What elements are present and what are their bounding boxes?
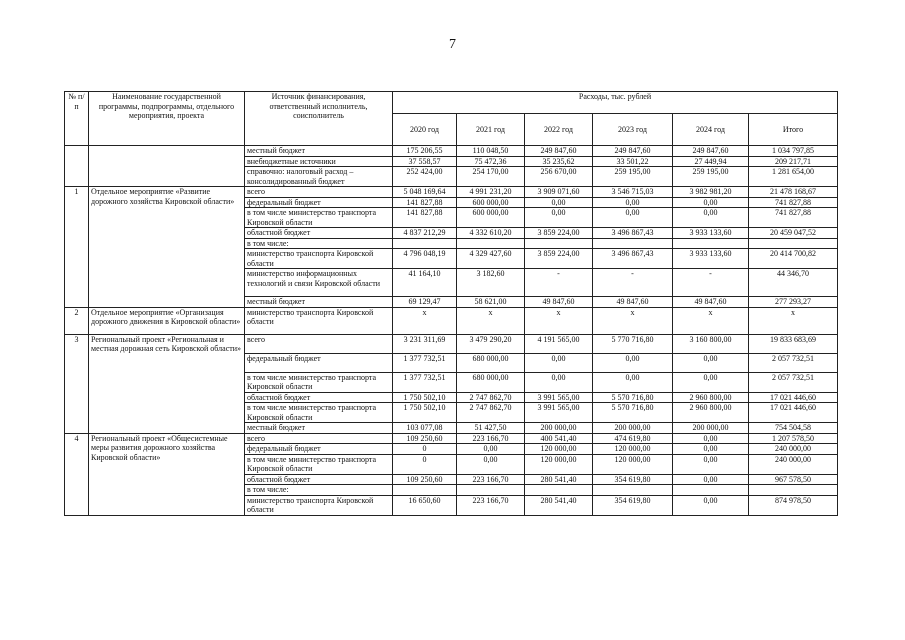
year-value: 4 796 048,19: [393, 249, 457, 269]
year-value: 223 166,70: [457, 495, 525, 515]
year-value: 51 427,50: [457, 423, 525, 434]
year-value: 75 472,36: [457, 156, 525, 167]
header-name: Наименование государственной программы, подпрограммы, отдельного мероприятия, проекта: [89, 92, 245, 146]
year-value: [593, 485, 673, 496]
year-value: 35 235,62: [525, 156, 593, 167]
funding-source: областной бюджет: [245, 392, 393, 403]
total-value: 17 021 446,60: [749, 403, 838, 423]
total-value: 240 000,00: [749, 454, 838, 474]
header-year-2022: 2022 год: [525, 114, 593, 146]
year-value: 354 619,80: [593, 474, 673, 485]
total-value: 209 217,71: [749, 156, 838, 167]
year-value: 3 479 290,20: [457, 334, 525, 353]
funding-source: министерство транспорта Кировской области: [245, 495, 393, 515]
year-value: 3 859 224,00: [525, 228, 593, 239]
total-value: 741 827,88: [749, 208, 838, 228]
funding-source: местный бюджет: [245, 146, 393, 157]
year-value: 58 621,00: [457, 297, 525, 308]
funding-source: местный бюджет: [245, 423, 393, 434]
year-value: 0,00: [593, 353, 673, 372]
funding-source: в том числе:: [245, 485, 393, 496]
item-name: Отдельное мероприятие «Организация дорожного движения в Кировской области»: [89, 307, 245, 334]
year-value: х: [457, 307, 525, 334]
table-row: [65, 187, 838, 198]
funding-source: областной бюджет: [245, 228, 393, 239]
header-year-2020: 2020 год: [393, 114, 457, 146]
item-name: Региональный проект «Региональная и местная дорожная сеть Кировской области»: [89, 334, 245, 433]
total-value: 240 000,00: [749, 444, 838, 455]
year-value: 259 195,00: [593, 167, 673, 187]
funding-source: министерство транспорта Кировской области: [245, 249, 393, 269]
header-year-2024: 2024 год: [673, 114, 749, 146]
total-value: 277 293,27: [749, 297, 838, 308]
year-value: [525, 238, 593, 249]
total-value: х: [749, 307, 838, 334]
total-value: 21 478 168,67: [749, 187, 838, 198]
year-value: 3 991 565,00: [525, 392, 593, 403]
total-value: 741 827,88: [749, 197, 838, 208]
year-value: 33 501,22: [593, 156, 673, 167]
funding-source: министерство информационных технологий и связи Кировской области: [245, 269, 393, 297]
year-value: 0,00: [673, 444, 749, 455]
total-value: 19 833 683,69: [749, 334, 838, 353]
header-year-2021: 2021 год: [457, 114, 525, 146]
year-value: 3 933 133,60: [673, 228, 749, 239]
year-value: [393, 238, 457, 249]
header-number: № п/п: [65, 92, 89, 146]
year-value: 2 960 800,00: [673, 403, 749, 423]
year-value: 3 982 981,20: [673, 187, 749, 198]
year-value: х: [673, 307, 749, 334]
total-value: 1 281 654,00: [749, 167, 838, 187]
year-value: 41 164,10: [393, 269, 457, 297]
year-value: х: [525, 307, 593, 334]
year-value: 1 750 502,10: [393, 403, 457, 423]
table-row: [65, 334, 838, 353]
year-value: 3 231 311,69: [393, 334, 457, 353]
year-value: 280 541,40: [525, 495, 593, 515]
funding-source: федеральный бюджет: [245, 444, 393, 455]
row-number: 2: [65, 307, 89, 334]
year-value: 259 195,00: [673, 167, 749, 187]
funding-source: местный бюджет: [245, 297, 393, 308]
funding-source: в том числе министерство транспорта Кировской области: [245, 372, 393, 392]
year-value: [525, 485, 593, 496]
year-value: 0,00: [593, 197, 673, 208]
year-value: 37 558,57: [393, 156, 457, 167]
year-value: 0,00: [525, 208, 593, 228]
total-value: 20 459 047,52: [749, 228, 838, 239]
funding-source: всего: [245, 187, 393, 198]
year-value: [393, 485, 457, 496]
year-value: 5 570 716,80: [593, 392, 673, 403]
total-value: 17 021 446,60: [749, 392, 838, 403]
year-value: 103 077,08: [393, 423, 457, 434]
table-row: [65, 433, 838, 444]
year-value: 249 847,60: [673, 146, 749, 157]
table-row: [65, 146, 838, 157]
total-value: 44 346,70: [749, 269, 838, 297]
funding-source: всего: [245, 433, 393, 444]
year-value: х: [393, 307, 457, 334]
total-value: 2 057 732,51: [749, 372, 838, 392]
year-value: 0,00: [525, 197, 593, 208]
year-value: 0,00: [525, 353, 593, 372]
year-value: 0,00: [673, 495, 749, 515]
funding-source: в том числе министерство транспорта Кировской области: [245, 208, 393, 228]
year-value: 2 747 862,70: [457, 392, 525, 403]
year-value: 27 449,94: [673, 156, 749, 167]
total-value: 2 057 732,51: [749, 353, 838, 372]
year-value: 0: [393, 454, 457, 474]
total-value: 874 978,50: [749, 495, 838, 515]
year-value: 49 847,60: [525, 297, 593, 308]
year-value: 0,00: [457, 454, 525, 474]
year-value: 3 182,60: [457, 269, 525, 297]
year-value: 120 000,00: [593, 454, 673, 474]
year-value: 1 377 732,51: [393, 372, 457, 392]
year-value: 256 670,00: [525, 167, 593, 187]
budget-table: [64, 91, 838, 516]
year-value: 3 859 224,00: [525, 249, 593, 269]
year-value: 3 496 867,43: [593, 249, 673, 269]
item-name: Региональный проект «Общесистемные меры развития дорожного хозяйства Кировской области»: [89, 433, 245, 515]
total-value: 754 504,58: [749, 423, 838, 434]
page-number: 7: [449, 37, 456, 52]
total-value: 1 034 797,85: [749, 146, 838, 157]
year-value: 200 000,00: [673, 423, 749, 434]
year-value: 3 160 800,00: [673, 334, 749, 353]
total-value: 967 578,50: [749, 474, 838, 485]
funding-source: внебюджетные источники: [245, 156, 393, 167]
item-name: Отдельное мероприятие «Развитие дорожного хозяйства Кировской области»: [89, 187, 245, 308]
year-value: 0,00: [593, 208, 673, 228]
row-number: 1: [65, 187, 89, 308]
year-value: 109 250,60: [393, 433, 457, 444]
funding-source: в том числе министерство транспорта Кировской области: [245, 454, 393, 474]
year-value: 5 570 716,80: [593, 403, 673, 423]
year-value: 141 827,88: [393, 208, 457, 228]
year-value: 120 000,00: [593, 444, 673, 455]
year-value: 223 166,70: [457, 474, 525, 485]
year-value: 252 424,00: [393, 167, 457, 187]
year-value: [673, 485, 749, 496]
year-value: 120 000,00: [525, 444, 593, 455]
year-value: 200 000,00: [525, 423, 593, 434]
total-value: [749, 485, 838, 496]
year-value: [593, 238, 673, 249]
funding-source: всего: [245, 334, 393, 353]
year-value: 3 933 133,60: [673, 249, 749, 269]
year-value: 141 827,88: [393, 197, 457, 208]
year-value: 474 619,80: [593, 433, 673, 444]
year-value: -: [525, 269, 593, 297]
header-source: Источник финансирования, ответственный исполнитель, соисполнитель: [245, 92, 393, 146]
year-value: х: [593, 307, 673, 334]
header-total: Итого: [749, 114, 838, 146]
year-value: 69 129,47: [393, 297, 457, 308]
year-value: 0,00: [593, 372, 673, 392]
year-value: 600 000,00: [457, 197, 525, 208]
year-value: 354 619,80: [593, 495, 673, 515]
year-value: 109 250,60: [393, 474, 457, 485]
year-value: 223 166,70: [457, 433, 525, 444]
year-value: 3 546 715,03: [593, 187, 673, 198]
row-number: 4: [65, 433, 89, 515]
year-value: 680 000,00: [457, 372, 525, 392]
year-value: 110 048,50: [457, 146, 525, 157]
header-expenses: Расходы, тыс. рублей: [393, 92, 838, 114]
total-value: 20 414 700,82: [749, 249, 838, 269]
year-value: -: [673, 269, 749, 297]
total-value: [749, 238, 838, 249]
year-value: [457, 485, 525, 496]
year-value: 3 991 565,00: [525, 403, 593, 423]
year-value: 0,00: [673, 433, 749, 444]
year-value: 600 000,00: [457, 208, 525, 228]
year-value: -: [593, 269, 673, 297]
year-value: 1 750 502,10: [393, 392, 457, 403]
year-value: 4 332 610,20: [457, 228, 525, 239]
year-value: 3 496 867,43: [593, 228, 673, 239]
year-value: 4 329 427,60: [457, 249, 525, 269]
year-value: 254 170,00: [457, 167, 525, 187]
funding-source: федеральный бюджет: [245, 197, 393, 208]
header-year-2023: 2023 год: [593, 114, 673, 146]
funding-source: в том числе министерство транспорта Кировской области: [245, 403, 393, 423]
year-value: 200 000,00: [593, 423, 673, 434]
year-value: 280 541,40: [525, 474, 593, 485]
year-value: 0,00: [673, 353, 749, 372]
year-value: 4 991 231,20: [457, 187, 525, 198]
funding-source: федеральный бюджет: [245, 353, 393, 372]
year-value: 0,00: [673, 454, 749, 474]
table-row: [65, 307, 838, 334]
year-value: 4 191 565,00: [525, 334, 593, 353]
year-value: 2 747 862,70: [457, 403, 525, 423]
year-value: 3 909 071,60: [525, 187, 593, 198]
year-value: [457, 238, 525, 249]
total-value: 1 207 578,50: [749, 433, 838, 444]
year-value: 175 206,55: [393, 146, 457, 157]
year-value: 5 770 716,80: [593, 334, 673, 353]
year-value: [673, 238, 749, 249]
year-value: 4 837 212,29: [393, 228, 457, 239]
funding-source: областной бюджет: [245, 474, 393, 485]
year-value: 1 377 732,51: [393, 353, 457, 372]
year-value: 0,00: [673, 372, 749, 392]
year-value: 249 847,60: [525, 146, 593, 157]
year-value: 0,00: [525, 372, 593, 392]
year-value: 120 000,00: [525, 454, 593, 474]
row-number: 3: [65, 334, 89, 433]
year-value: 400 541,40: [525, 433, 593, 444]
year-value: 49 847,60: [593, 297, 673, 308]
year-value: 0,00: [673, 197, 749, 208]
year-value: 0,00: [457, 444, 525, 455]
year-value: 16 650,60: [393, 495, 457, 515]
year-value: 0: [393, 444, 457, 455]
funding-source: министерство транспорта Кировской области: [245, 307, 393, 334]
year-value: 680 000,00: [457, 353, 525, 372]
funding-source: в том числе:: [245, 238, 393, 249]
funding-source: справочно: налоговый расход – консолидированный бюджет: [245, 167, 393, 187]
year-value: 49 847,60: [673, 297, 749, 308]
row-number: [65, 146, 89, 187]
year-value: 249 847,60: [593, 146, 673, 157]
year-value: 2 960 800,00: [673, 392, 749, 403]
year-value: 0,00: [673, 474, 749, 485]
item-name: [89, 146, 245, 187]
year-value: 0,00: [673, 208, 749, 228]
year-value: 5 048 169,64: [393, 187, 457, 198]
